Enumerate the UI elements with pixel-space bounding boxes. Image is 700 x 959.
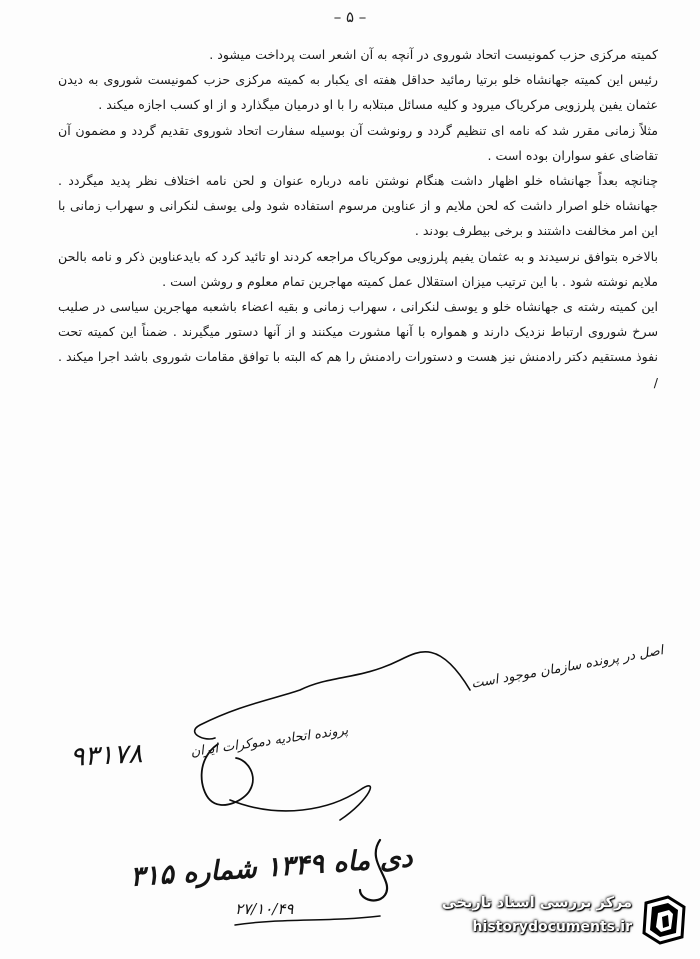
watermark-title: مرکز بررسی اسناد تاریخی — [441, 895, 632, 911]
paragraph-1: کمیته مرکزی حزب کمونیست اتحاد شوروی در آنچه به آن اشعر است پرداخت میشود . — [209, 47, 658, 62]
page-number: – ۵ – — [333, 8, 367, 26]
paragraph-2: رئیس این کمیته جهانشاه خلو برتیا رمائید حداقل هفته ای یکبار به کمیته مرکزی حزب کمونیست شوروی به دیدن عثمان یفین پلرزویی مرکریاک میرود و کلیه مسائل مبتلابه را با او درمیان میگذارد و از او کسب اجازه میکند . — [58, 72, 658, 113]
handwritten-note-line2: پرونده اتحادیه دموکرات ایران — [189, 723, 350, 760]
paragraph-3: مثلاً زمانی مقرر شد که نامه ای تنظیم گردد و رونوشت آن بوسیله سفارت اتحاد شوروی تقدیم گردد و مضمون آن تقاضای عفو سواران بوده است . — [58, 122, 658, 163]
handwriting-swash — [230, 786, 370, 820]
handwritten-note-line1: اصل در پرونده سازمان موجود است — [470, 643, 665, 692]
paragraph-6: این کمیته رشته ی جهانشاه خلو و یوسف لنکرانی ، سهراب زمانی و بقیه اعضاء باشعبه مهاجرین سیاسی در صلیب سرخ شوروی ارتباط نزدیک دارند و همواره با آنها مشورت میکنند و از آنها دستور میگیرند . ضمناً این کمیته تحت نفوذ مستقیم دکتر رادمنش نیز هست و دستورات رادمنش را هم که البته با توافق مقامات شوروی باشد اجرا میکند . / — [58, 299, 658, 390]
watermark — [404, 889, 690, 947]
handwritten-date-subtext: ۲۷/۱۰/۴۹ — [235, 900, 294, 918]
handwritten-date: دی ماه ۱۳۴۹ شماره ۳۱۵ — [129, 842, 414, 893]
archive-number: ۹۳۱۷۸ — [69, 738, 144, 773]
book-archive-logo-icon — [638, 893, 690, 945]
watermark-url: historydocuments.ir — [472, 919, 632, 935]
paragraph-5: بالاخره بتوافق نرسیدند و به عثمان یفیم پلرزویی موکریاک مراجعه کردند او تائید کرد که بایدعناوین ذکر و نامه بالحن ملایم نوشته شود . با این ترتیب میزان استقلال عمل کمیته مهاجرین تمام معلوم و روشن است . — [58, 248, 658, 289]
paragraph-4: چنانچه بعداً جهانشاه خلو اظهار داشت هنگام نوشتن نامه درباره عنوان و لحن نامه اختلاف نظر پدید میگردد . جهانشاه خلو اصرار داشت که لحن ملایم و از عناوین مرسوم استفاده شود ولی یوسف لنکرانی و سهراب زمانی با این امر مخالفت داشتند و برخی بیطرف بودند . — [58, 173, 658, 239]
